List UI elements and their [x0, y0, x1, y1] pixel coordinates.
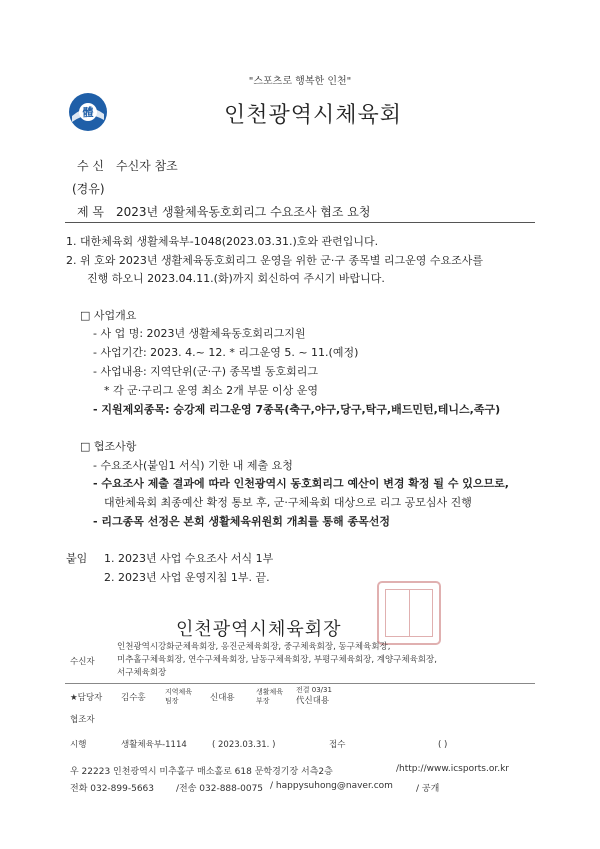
subject-label: 제 목 [77, 205, 104, 219]
attachment-item: 2. 2023년 사업 운영지침 1부. 끝. [104, 571, 270, 584]
overview-note: * 각 군·구리그 운영 최소 2개 부문 이상 운영 [104, 384, 318, 397]
mid-approver-title-2: 팀장 [165, 697, 179, 705]
recipients-label: 수신자 [70, 657, 95, 667]
paragraph-2-line-1: 2. 위 호와 2023년 생활체육동호회리그 운영을 위한 군·구 종목별 리그운영 수요조사를 [66, 254, 483, 267]
divider-header [65, 222, 535, 223]
author-name: 김수홍 [121, 693, 146, 703]
divider-recipients [65, 683, 535, 684]
paragraph-2-line-2: 진행 하오니 2023.04.11.(화)까지 회신하여 주시기 바랍니다. [87, 272, 385, 285]
overview-item: - 사 업 명: 2023년 생활체육동호회리그지원 [93, 327, 306, 340]
attachment-label: 붙임 [66, 552, 88, 565]
cooperation-item: - 수요조사 제출 결과에 따라 인천광역시 동호회리그 예산이 변경 확정 될 수 있으므로, [93, 477, 509, 490]
disclosure-status: / 공개 [416, 784, 440, 794]
overview-item-excluded: - 지원제외종목: 승강제 리그운영 7종목(축구,야구,당구,탁구,배드민턴,테니스,족구) [93, 403, 501, 416]
final-approver-name: 代신대용 [296, 696, 330, 706]
address: 우 22223 인천광역시 미추홀구 매소홀로 618 문학경기장 서측2층 [70, 767, 333, 777]
mid-approver-title: 지역체육 [165, 688, 193, 696]
cooperation-item: - 수요조사(붙임1 서식) 기한 내 제출 요청 [93, 459, 293, 472]
section-cooperation-title: □ 협조사항 [80, 440, 137, 453]
cooperation-item-cont: 대한체육회 최종예산 확정 통보 후, 군·구체육회 대상으로 리그 공모심사 진행 [104, 496, 472, 509]
signer-title: 인천광역시체육회장 [176, 619, 342, 640]
recipient-value: 수신자 참조 [116, 159, 178, 173]
final-approver-title-2: 부장 [256, 697, 270, 705]
cooperator-label: 협조자 [70, 715, 95, 725]
mid-approver-name: 신대용 [210, 693, 235, 703]
official-seal-stamp [377, 581, 441, 645]
org-title: 인천광역시체육회 [224, 103, 403, 128]
subject: 2023년 생활체육동호회리그 수요조사 협조 요청 [116, 205, 371, 219]
receive-blank: ( ) [438, 740, 448, 750]
logo-text: 體 [82, 106, 94, 119]
enforce-number: 생활체육부-1114 [121, 740, 187, 750]
homepage-link[interactable]: /http://www.icsports.or.kr [396, 764, 510, 774]
recipient-label: 수 신 [77, 159, 104, 173]
section-overview-title: □ 사업개요 [80, 309, 137, 322]
recipient-line: 미추홀구체육회장, 연수구체육회장, 남동구체육회장, 부평구체육회장, 계양구체육회장, [117, 655, 437, 665]
org-logo-icon [68, 92, 108, 132]
paragraph-1: 1. 대한체육회 생활체육부-1048(2023.03.31.)호와 관련입니다. [66, 235, 379, 248]
enforce-label: 시행 [70, 740, 87, 750]
recipient-line: 서구체육회장 [117, 668, 167, 678]
final-approval-mark: 전결 03/31 [296, 686, 332, 694]
slogan: "스포츠로 행복한 인천" [248, 76, 352, 87]
via-label: (경유) [72, 182, 105, 196]
enforce-date: ( 2023.03.31. ) [212, 740, 276, 750]
receive-label: 접수 [329, 740, 346, 750]
cooperation-item: - 리그종목 선정은 본회 생활체육위원회 개최를 통해 종목선정 [93, 515, 391, 528]
overview-item: - 사업내용: 지역단위(군·구) 종목별 동호회리그 [93, 365, 319, 378]
fax: /전송 032-888-0075 [176, 784, 264, 794]
recipient-line: 인천광역시강화군체육회장, 옹진군체육회장, 중구체육회장, 동구체육회장, [117, 642, 391, 652]
final-approver-title: 생활체육 [256, 688, 284, 696]
overview-item: - 사업기간: 2023. 4.~ 12. * 리그운영 5. ~ 11.(예정) [93, 346, 359, 359]
attachment-item: 1. 2023년 사업 수요조사 서식 1부 [104, 552, 274, 565]
email-link[interactable]: / happysuhong@naver.com [270, 781, 393, 791]
author-label: ★담당자 [70, 693, 103, 703]
phone: 전화 032-899-5663 [70, 784, 155, 794]
